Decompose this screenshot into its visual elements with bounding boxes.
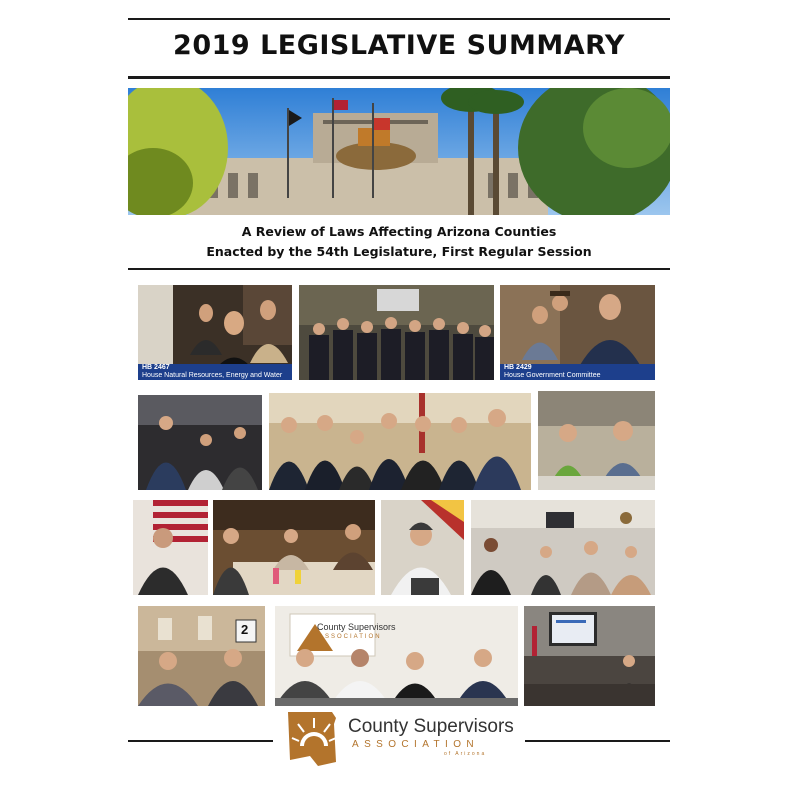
award-group-photo bbox=[269, 393, 531, 490]
page-title: 2019 LEGISLATIVE SUMMARY bbox=[173, 30, 625, 61]
meeting-table-photo-1 bbox=[538, 391, 655, 490]
subtitle-underline bbox=[128, 268, 670, 270]
committee-hearing-photo-1 bbox=[138, 285, 292, 380]
hearing-committee-name-2: House Government Committee bbox=[504, 372, 601, 379]
footer-rule-left bbox=[128, 740, 273, 742]
panel-sign-line-1: County Supervisors bbox=[317, 622, 396, 632]
hearing-caption-2 bbox=[500, 364, 655, 380]
meeting-flag-photo bbox=[133, 500, 208, 595]
vote-card-number: 2 bbox=[241, 622, 249, 637]
hearing-bill-number-2: HB 2429 bbox=[504, 364, 532, 371]
logo-organization-name: County Supervisors bbox=[348, 716, 514, 737]
capitol-hero-photo bbox=[128, 88, 670, 215]
podium-speaker-photo bbox=[381, 500, 464, 595]
logo-state-text: of Arizona bbox=[444, 751, 487, 757]
hearing-caption bbox=[138, 364, 292, 380]
csa-logo bbox=[288, 712, 340, 766]
voting-cards-photo bbox=[138, 606, 265, 706]
house-floor-group-photo bbox=[299, 285, 494, 380]
logo-association-text: ASSOCIATION bbox=[352, 739, 480, 750]
top-rule bbox=[128, 18, 670, 20]
boardroom-photo bbox=[471, 500, 655, 595]
conference-table-photo bbox=[213, 500, 375, 595]
panel-sign-line-2: ASSOCIATION bbox=[319, 634, 382, 640]
hearing-bill-number: HB 2467 bbox=[142, 364, 170, 371]
subtitle-line-2: Enacted by the 54th Legislature, First Regular Session bbox=[206, 244, 592, 259]
hearing-committee-name: House Natural Resources, Energy and Water bbox=[142, 372, 283, 379]
subtitle-line-1: A Review of Laws Affecting Arizona Counties bbox=[241, 224, 557, 239]
panel-discussion-photo bbox=[275, 606, 518, 706]
footer-rule-right bbox=[525, 740, 670, 742]
arizona-sunrise-icon bbox=[288, 712, 340, 766]
title-underline bbox=[128, 76, 670, 79]
reception-group-photo bbox=[138, 395, 262, 490]
presentation-room-photo bbox=[524, 606, 655, 706]
committee-hearing-photo-2 bbox=[500, 285, 655, 380]
